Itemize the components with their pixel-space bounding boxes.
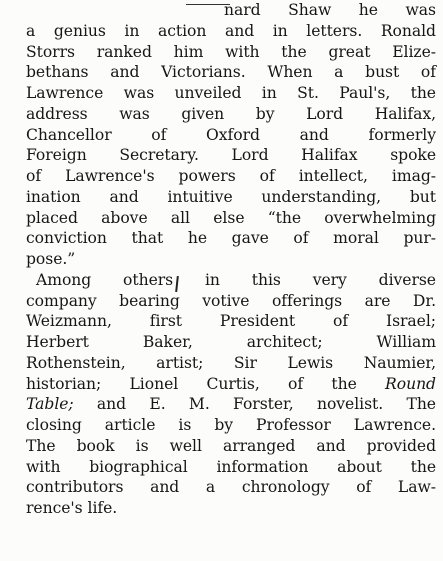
text-line: Rothenstein, artist; Sir Lewis Naumier, xyxy=(26,353,436,372)
text-line: Lawrence was unveiled in St. Paul's, the xyxy=(26,84,436,102)
text-line: placed above all else “the overwhelming xyxy=(26,208,436,227)
text-line: nard Shaw he was xyxy=(224,1,436,19)
text-line: bethans and Victorians. When a bust of xyxy=(26,63,436,82)
text-line: contributors and a chronology of Law- xyxy=(26,478,436,497)
text-segment: historian; Lionel Curtis, of the xyxy=(26,374,386,393)
text-line: of Lawrence's powers of intellect, imag- xyxy=(26,167,436,185)
paragraph-2 xyxy=(26,270,436,519)
article-text xyxy=(26,0,436,519)
text-line: pose.” xyxy=(26,250,76,268)
italic-text: Round xyxy=(385,374,436,393)
paragraph-1 xyxy=(26,0,436,270)
text-line: with biographical information about the xyxy=(26,457,436,476)
text-line: closing article is by Professor Lawrence. xyxy=(26,416,436,434)
italic-text: Table; xyxy=(26,395,74,414)
text-line: company bearing votive offerings are Dr. xyxy=(26,291,436,310)
text-line: Storrs ranked him with the great Elize- xyxy=(26,42,436,61)
text-segment: and E. M. Forster, novelist. The xyxy=(73,395,436,414)
text-line: a genius in action and in letters. Ronald xyxy=(26,21,436,40)
text-line: address was given by Lord Halifax, xyxy=(26,104,436,123)
text-line: Herbert Baker, architect; William xyxy=(26,333,436,351)
text-line xyxy=(26,394,436,415)
text-line: The book is well arranged and provided xyxy=(26,436,436,455)
text-line: ination and intuitive understanding, but xyxy=(26,187,436,206)
text-line xyxy=(26,374,436,395)
text-line: Among others in this very diverse xyxy=(36,270,436,289)
text-line: Weizmann, first President of Israel; xyxy=(26,312,436,331)
text-line: rence's life. xyxy=(26,499,118,517)
text-line: Foreign Secretary. Lord Halifax spoke xyxy=(26,146,436,165)
text-line: conviction that he gave of moral pur- xyxy=(26,229,436,248)
text-line: Chancellor of Oxford and formerly xyxy=(26,125,436,144)
